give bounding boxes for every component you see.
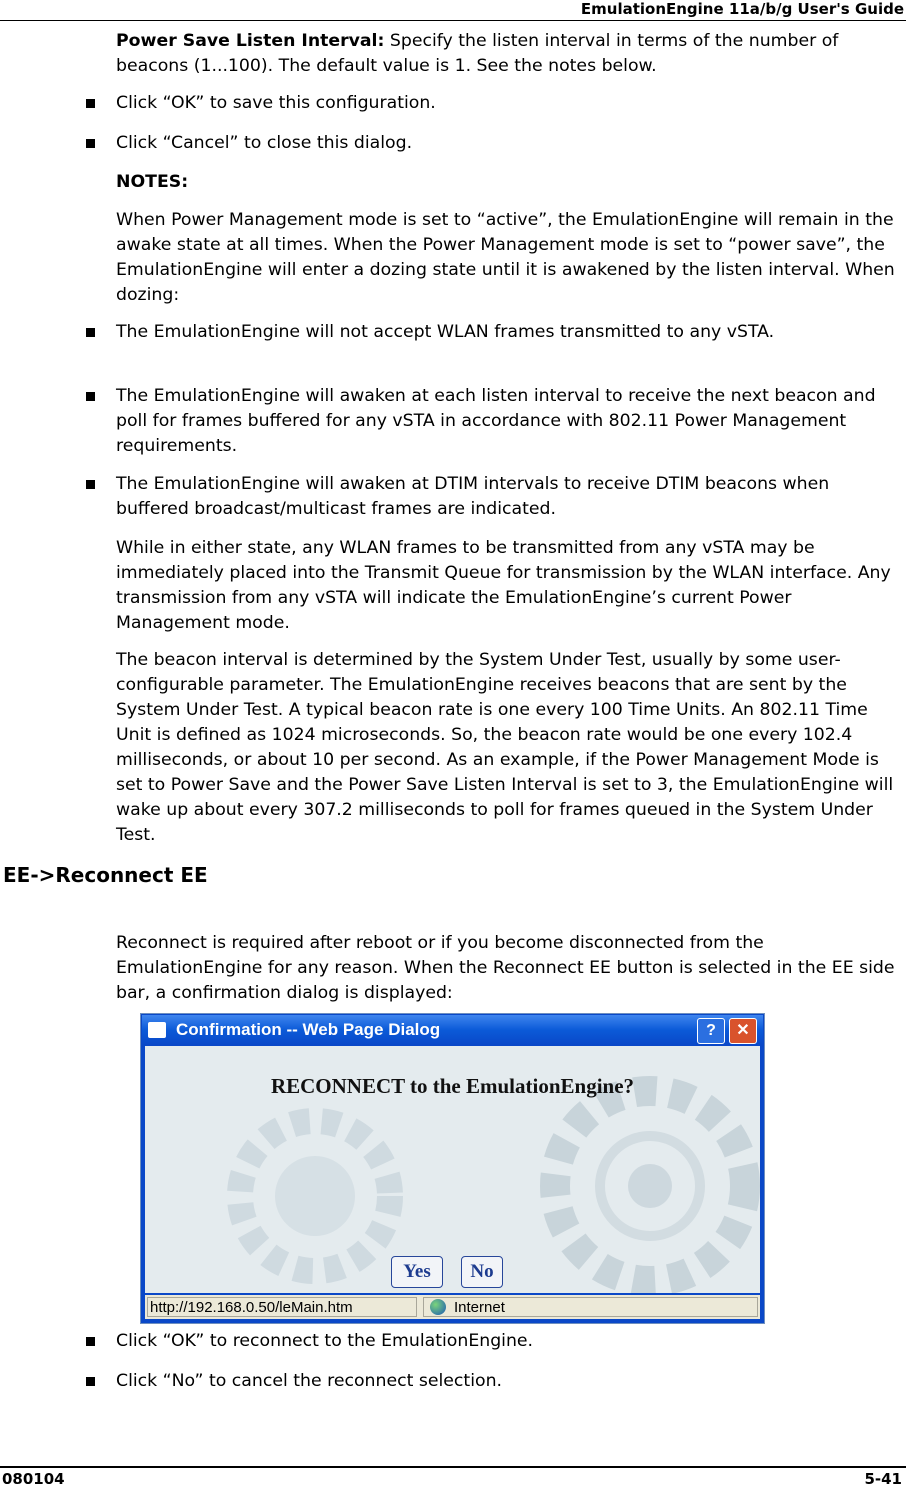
close-button[interactable]: ✕ <box>729 1018 757 1044</box>
section-heading: EE->Reconnect EE <box>3 863 208 887</box>
intro-label: Power Save Listen Interval: <box>116 31 385 51</box>
footer-page: 5-41 <box>864 1470 902 1488</box>
help-button[interactable]: ? <box>697 1018 725 1044</box>
dialog-question: RECONNECT to the EmulationEngine? <box>270 1074 635 1098</box>
page-header <box>0 0 906 21</box>
intro-text: Specify the listen interval in terms of the number of beacons (1...100). The default value is 1. See the notes below. <box>116 31 839 76</box>
dialog-title: Confirmation -- Web Page Dialog <box>176 1020 441 1039</box>
dialog-body <box>145 1046 760 1293</box>
bullet-ok: Click “OK” to save this configuration. <box>116 91 906 116</box>
confirmation-dialog <box>140 1013 765 1324</box>
dozing-bullet: The EmulationEngine will awaken at DTIM intervals to receive DTIM beacons when buffered broadcast/multicast frames are indicated. <box>116 472 906 522</box>
bullet-reconnect-no: Click “No” to cancel the reconnect selection. <box>116 1369 906 1394</box>
bullet-cancel: Click “Cancel” to close this dialog. <box>116 131 906 156</box>
state-paragraph: While in either state, any WLAN frames to be transmitted from any vSTA may be immediately placed into the Transmit Queue for transmission by the WLAN interface. Any transmission from any vSTA will indicate the EmulationEngine’s current Power Management mode. <box>116 538 891 633</box>
section-paragraph: Reconnect is required after reboot or if you become disconnected from the EmulationEngine for any reason. When the Reconnect EE button is selected in the EE side bar, a confirmation dialog is displayed: <box>116 933 895 1003</box>
notes-paragraph: When Power Management mode is set to “active”, the EmulationEngine will remain in the awake state at all times. When the Power Management mode is set to “power save”, the EmulationEngine will enter a dozing state until it is awakened by the listen interval. When dozing: <box>116 210 895 305</box>
header-title: EmulationEngine 11a/b/g User's Guide <box>580 0 904 18</box>
notes-label: NOTES: <box>116 172 189 192</box>
page-footer <box>0 1466 906 1488</box>
page-icon <box>148 1022 166 1038</box>
dozing-bullet: The EmulationEngine will awaken at each listen interval to receive the next beacon and poll for frames buffered for any vSTA in accordance with 802.11 Power Management requirements. <box>116 384 906 459</box>
zone-label: Internet <box>454 1299 505 1316</box>
no-button[interactable]: No <box>461 1256 503 1288</box>
globe-icon <box>430 1299 446 1315</box>
dialog-titlebar <box>142 1015 763 1045</box>
yes-button[interactable]: Yes <box>391 1256 443 1288</box>
footer-date: 080104 <box>2 1470 65 1488</box>
status-zone <box>423 1297 758 1317</box>
intro-paragraph <box>116 29 906 79</box>
status-url: http://192.168.0.50/leMain.htm <box>147 1297 417 1317</box>
beacon-paragraph: The beacon interval is determined by the System Under Test, usually by some user-configurable parameter. The EmulationEngine receives beacons that are sent by the System Under Test. A typical beacon rate is one every 100 Time Units. An 802.11 Time Unit is defined as 1024 microseconds. So, the beacon rate would be one every 102.4 milliseconds, or about 10 per second. As an example, if the Power Management Mode is set to Power Save and the Power Save Listen Interval is set to 3, the EmulationEngine will wake up about every 307.2 milliseconds to poll for frames queued in the System Under Test. <box>116 650 894 845</box>
bullet-reconnect-ok: Click “OK” to reconnect to the EmulationEngine. <box>116 1329 906 1354</box>
status-bar <box>145 1295 760 1319</box>
dozing-bullet: The EmulationEngine will not accept WLAN frames transmitted to any vSTA. <box>116 320 906 345</box>
